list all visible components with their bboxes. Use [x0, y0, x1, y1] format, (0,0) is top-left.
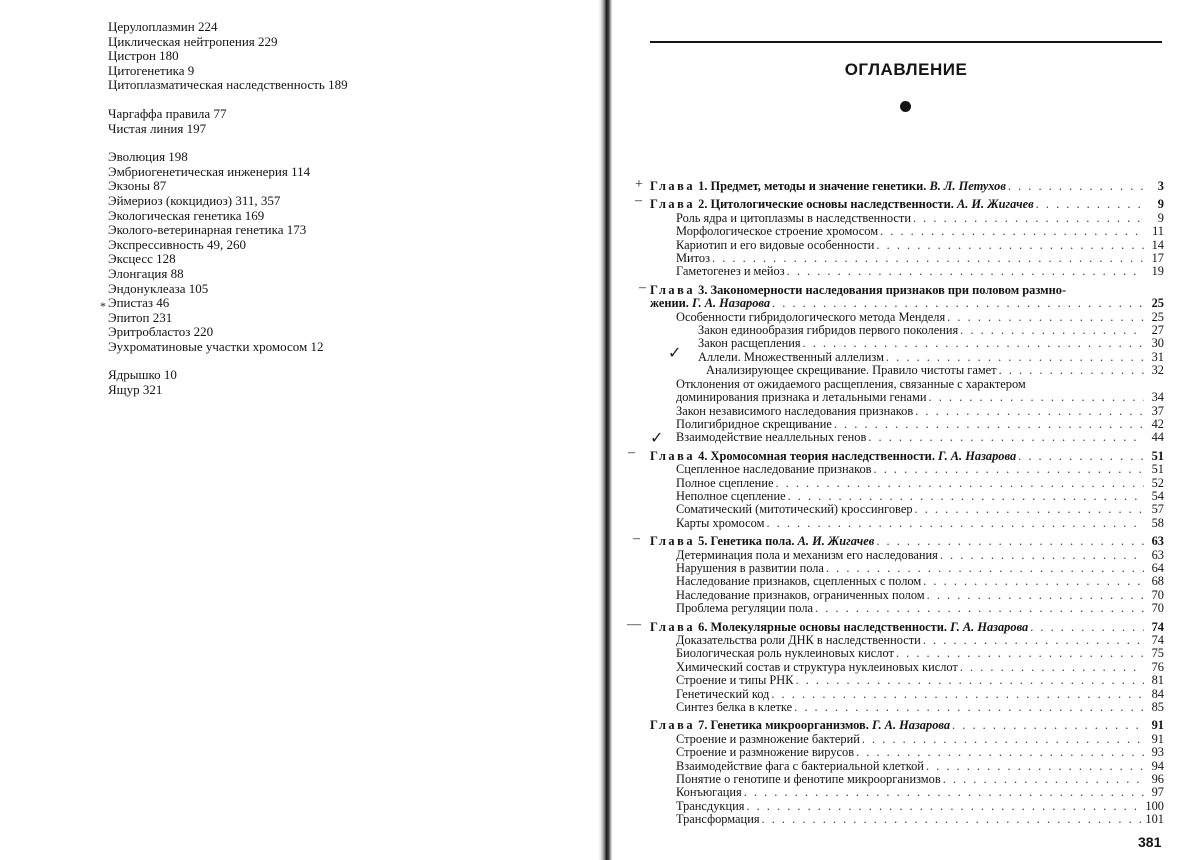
check-mark-icon: ✓ [650, 430, 664, 447]
toc-section[interactable] [650, 391, 1164, 404]
toc-section[interactable] [650, 661, 1164, 674]
chapter-word: Глава [650, 180, 696, 193]
index-entry: Эксцесс 128 [108, 251, 176, 267]
section-title: Конъюгация [676, 786, 742, 800]
page-ref: 19 [1151, 264, 1164, 279]
page-ref: 17 [1151, 251, 1164, 266]
leader-dots [803, 337, 1144, 350]
leader-dots [868, 431, 1144, 444]
header-rule [650, 41, 1162, 43]
index-entry: Цитоплазматическая наследственность 189 [108, 77, 348, 93]
page-ref: 9 [1157, 197, 1164, 212]
chapter-author: Г. А. Назарова [950, 620, 1029, 634]
leader-dots [929, 391, 1144, 404]
chapter-author: Г. А. Назарова [691, 297, 771, 311]
leader-dots [874, 463, 1144, 476]
section-title: Митоз [676, 252, 710, 266]
chapter-title: 5. Генетика пола. [698, 535, 795, 549]
section-title: Трансдукция [676, 799, 745, 813]
section-title: Гаметогенез и мейоз [676, 265, 785, 279]
section-title: Полное сцепление [676, 476, 774, 490]
section-title: Наследование признаков, ограниченных полом [676, 588, 925, 602]
page-ref: 42 [1151, 416, 1164, 431]
margin-mark-icon: * [100, 299, 106, 313]
toc-section[interactable] [650, 800, 1164, 813]
section-title: Генетический код [676, 687, 770, 701]
index-entry: Ящур 321 [108, 382, 163, 398]
page-ref: 91 [1151, 731, 1164, 746]
page-ref: 68 [1151, 574, 1164, 589]
leader-dots [856, 746, 1144, 759]
section-title: Анализирующее скрещивание. Правило чистоты гамет [706, 364, 997, 378]
toc-section[interactable] [650, 463, 1164, 476]
chapter-word: Глава [650, 719, 696, 733]
page-ref: 44 [1151, 430, 1164, 445]
page-ref: 27 [1151, 323, 1164, 338]
section-title: Соматический (митотический) кроссинговер [676, 503, 913, 517]
page-ref: 91 [1151, 718, 1164, 733]
toc-section[interactable] [650, 311, 1164, 324]
page-ref: 74 [1151, 619, 1164, 634]
section-title: Карты хромосом [676, 516, 765, 530]
leader-dots [886, 351, 1144, 364]
chapter-author: А. И. Жигачев [797, 535, 875, 549]
index-entry: Чаргаффа правила 77 [108, 105, 227, 121]
index-entry: Эухроматиновые участки хромосом 12 [108, 338, 324, 354]
page-ref: 94 [1151, 758, 1164, 773]
toc-section[interactable] [650, 431, 1164, 444]
toc-section[interactable] [650, 252, 1164, 265]
leader-dots [712, 252, 1144, 265]
section-title: Синтез белка в клетке [676, 701, 793, 715]
page-ref: 64 [1151, 560, 1164, 575]
leader-dots [796, 674, 1145, 687]
page-ref: 37 [1151, 403, 1164, 418]
leader-dots [943, 773, 1144, 786]
page-ref: 70 [1151, 601, 1164, 616]
toc-section[interactable] [650, 517, 1164, 530]
section-title: Закон независимого наследования признаков [676, 404, 914, 418]
page-ref: 3 [1157, 179, 1164, 193]
index-entry: Эмбриогенетическая инженерия 114 [108, 163, 311, 179]
toc-section[interactable] [650, 549, 1164, 562]
leader-dots [940, 549, 1144, 562]
chapter-author: А. И. Жигачев [956, 198, 1034, 212]
leader-dots [913, 212, 1144, 225]
page-ref: 25 [1151, 296, 1164, 311]
toc-section[interactable] [650, 602, 1164, 615]
leader-dots [794, 701, 1144, 714]
toc-chapter-title[interactable] [650, 450, 1164, 463]
chapter-word: Глава [650, 282, 696, 297]
toc-chapter-3 [650, 284, 1164, 445]
subject-index [108, 20, 548, 412]
leader-dots [923, 634, 1144, 647]
section-title: Доказательства роли ДНК в наследственности [676, 634, 921, 647]
page-ref: 100 [1145, 798, 1164, 813]
chapter-word: Глава [650, 620, 696, 634]
chapter-title: 6. Молекулярные основы наследственности. [698, 620, 947, 634]
toc-chapter-title[interactable] [650, 719, 1164, 732]
leader-dots [766, 517, 1144, 530]
chapter-title: 1. Предмет, методы и значение генетики. [698, 180, 927, 193]
toc-chapter-title[interactable] [650, 621, 1164, 634]
index-entry: Эпитоп 231 [108, 309, 173, 325]
chapter-title: 4. Хромосомная теория наследственности. [698, 449, 935, 463]
toc-chapter-7 [650, 719, 1164, 826]
index-entry: Элонгация 88 [108, 265, 184, 281]
dash-mark-icon: – [639, 280, 646, 295]
leader-dots [896, 647, 1144, 660]
page-ref: 57 [1151, 502, 1164, 517]
page-ref: 52 [1151, 475, 1164, 490]
index-entry: Церулоплазмин 224 [108, 19, 218, 34]
section-title: Биологическая роль нуклеиновых кислот [676, 647, 894, 661]
page-ref: 51 [1151, 462, 1164, 477]
toc-chapter-title[interactable] [650, 198, 1164, 211]
page-ref: 101 [1145, 812, 1164, 827]
chapter-title: 7. Генетика микроорганизмов. [698, 719, 869, 733]
leader-dots [1036, 198, 1144, 211]
chapter-title-cont: жении. [650, 297, 689, 311]
chapter-word: Глава [650, 535, 696, 549]
index-entry: Эндонуклеаза 105 [108, 280, 209, 296]
toc-section[interactable] [650, 225, 1164, 238]
leader-dots [834, 418, 1144, 431]
page-ref: 32 [1151, 363, 1164, 378]
leader-dots [771, 688, 1144, 701]
toc-chapter-1 [650, 180, 1164, 193]
leader-dots [787, 265, 1144, 278]
index-entry: Циклическая нейтропения 229 [108, 33, 278, 49]
section-title: Нарушения в развитии пола [676, 561, 824, 575]
index-entry: Экзоны 87 [108, 178, 167, 194]
page-ref: 30 [1151, 336, 1164, 351]
toc-section[interactable] [650, 674, 1164, 687]
leader-dots [744, 786, 1144, 799]
page-ref: 85 [1151, 700, 1164, 715]
section-title: Кариотип и его видовые особенности [676, 238, 875, 252]
right-page [610, 0, 1200, 860]
toc-subsection[interactable] [650, 324, 1164, 337]
index-entry: Экспрессивность 49, 260 [108, 236, 246, 252]
page-ref: 34 [1151, 390, 1164, 405]
section-title: Закон единообразия гибридов первого поколения [698, 324, 959, 338]
section-title: Особенности гибридологического метода Менделя [676, 310, 946, 324]
toc-chapter-5 [650, 535, 1164, 615]
section-title: Строение и типы РНК [676, 674, 794, 688]
leader-dots [876, 239, 1144, 252]
leader-dots [862, 733, 1144, 746]
toc-section[interactable] [650, 647, 1164, 660]
index-entry: Эволюция 198 [108, 149, 188, 165]
page-ref: 9 [1157, 210, 1164, 225]
check-mark-icon: ✓ [668, 345, 682, 362]
toc-chapter-title-line1[interactable] [650, 284, 1164, 297]
page-ref: 96 [1151, 772, 1164, 787]
leader-dots [927, 589, 1144, 602]
leader-dots [876, 535, 1144, 548]
leader-dots [999, 364, 1144, 377]
dash-mark-icon: — [627, 617, 641, 632]
toc-section[interactable] [650, 562, 1164, 575]
index-group-e [108, 150, 548, 354]
index-entry: Цитогенетика 9 [108, 62, 195, 78]
page-ref: 75 [1151, 646, 1164, 661]
toc-section[interactable] [650, 503, 1164, 516]
toc-section[interactable] [650, 746, 1164, 759]
page-ref: 31 [1151, 349, 1164, 364]
chapter-word: Глава [650, 449, 696, 463]
leader-dots [952, 719, 1144, 732]
toc-section[interactable] [650, 688, 1164, 701]
table-of-contents [650, 180, 1164, 832]
toc-chapter-4 [650, 450, 1164, 530]
section-title: Морфологическое строение хромосом [676, 225, 879, 239]
toc-section[interactable] [650, 239, 1164, 252]
chapter-title: 3. Закономерности наследования признаков при половом размно- [698, 282, 1067, 297]
index-entry: Экологическая генетика 169 [108, 207, 265, 223]
leader-dots [772, 297, 1144, 310]
leader-dots [775, 477, 1144, 490]
page-ref: 93 [1151, 745, 1164, 760]
chapter-author: Г. А. Назарова [871, 719, 951, 733]
page-ref: 81 [1151, 673, 1164, 688]
index-entry: Эймериоз (кокцидиоз) 311, 357 [108, 192, 281, 208]
leader-dots [746, 800, 1143, 813]
toc-section[interactable] [650, 490, 1164, 503]
toc-chapter-2 [650, 198, 1164, 278]
heading-bullet-icon [900, 101, 911, 112]
toc-section[interactable] [650, 634, 1164, 647]
toc-section[interactable] [650, 405, 1164, 418]
chapter-word: Глава [650, 198, 696, 212]
page-ref: 97 [1151, 785, 1164, 800]
section-title-cont: доминирования признака и летальными генами [676, 391, 927, 405]
toc-section[interactable] [650, 701, 1164, 714]
section-title: Роль ядра и цитоплазмы в наследственности [676, 211, 911, 225]
section-title: Проблема регуляции пола [676, 602, 814, 616]
chapter-author: В. Л. Петухов [929, 180, 1006, 193]
toc-chapter-title-line2[interactable] [650, 297, 1164, 310]
page-ref: 84 [1151, 686, 1164, 701]
toc-section[interactable] [650, 773, 1164, 786]
toc-subsection[interactable] [650, 364, 1164, 377]
page-ref: 58 [1151, 515, 1164, 530]
section-title: Неполное сцепление [676, 489, 786, 503]
index-entry: Чистая линия 197 [108, 120, 207, 136]
dash-mark-icon: – [633, 531, 640, 546]
leader-dots [915, 405, 1144, 418]
section-title: Взаимодействие неаллельных генов [676, 431, 867, 445]
page-ref: 25 [1151, 309, 1164, 324]
leader-dots [826, 562, 1144, 575]
section-title: Взаимодействие фага с бактериальной клеткой [676, 759, 924, 773]
leader-dots [880, 225, 1144, 238]
index-group-ch [108, 107, 548, 136]
toc-chapter-title[interactable] [650, 180, 1164, 193]
page-ref: 63 [1151, 547, 1164, 562]
leader-dots [960, 324, 1144, 337]
toc-section[interactable] [650, 733, 1164, 746]
page-ref: 76 [1151, 659, 1164, 674]
toc-section[interactable] [650, 813, 1164, 826]
section-title: Детерминация пола и механизм его наследования [676, 548, 938, 562]
section-title: Трансформация [676, 813, 760, 827]
toc-chapter-title[interactable] [650, 535, 1164, 548]
leader-dots [926, 760, 1144, 773]
chapter-title: 2. Цитологические основы наследственности. [698, 198, 954, 212]
leader-dots [815, 602, 1144, 615]
section-title: Строение и размножение бактерий [676, 732, 860, 746]
toc-section-line1[interactable]: Отклонения от ожидаемого расщепления, связанные с характером [676, 376, 1026, 391]
leader-dots [1018, 450, 1144, 463]
section-title: Полигибридное скрещивание [676, 417, 832, 431]
leader-dots [1008, 180, 1144, 193]
leader-dots [788, 490, 1144, 503]
index-entry: Ядрышко 10 [108, 367, 177, 383]
leader-dots [960, 661, 1144, 674]
toc-section[interactable] [650, 575, 1164, 588]
leader-dots [915, 503, 1144, 516]
toc-section[interactable] [650, 589, 1164, 602]
page-ref: 11 [1152, 224, 1164, 239]
section-title: Химический состав и структура нуклеиновых кислот [676, 660, 958, 674]
page-ref: 14 [1151, 237, 1164, 252]
page-number: 381 [1138, 834, 1162, 850]
index-group-ya [108, 368, 548, 397]
dash-mark-icon: – [628, 445, 635, 460]
toc-heading: ОГЛАВЛЕНИЕ [844, 60, 968, 79]
section-title: Закон расщепления [698, 337, 801, 351]
index-entry: Эколого-ветеринарная генетика 173 [108, 222, 307, 238]
plus-mark-icon: + [635, 177, 643, 192]
dash-mark-icon: – [635, 193, 642, 208]
section-title: Наследование признаков, сцепленных с полом [676, 575, 922, 589]
page-ref: 74 [1151, 633, 1164, 647]
section-title: Понятие о генотипе и фенотипе микроорганизмов [676, 773, 941, 787]
toc-section[interactable] [650, 477, 1164, 490]
toc-section[interactable] [650, 265, 1164, 278]
toc-section[interactable] [650, 212, 1164, 225]
toc-section[interactable] [650, 786, 1164, 799]
leader-dots [762, 813, 1144, 826]
index-group-ts [108, 20, 548, 93]
section-title: Сцепленное наследование признаков [676, 463, 872, 477]
index-entry: Эпистаз 46 [108, 295, 170, 311]
toc-subsection[interactable] [650, 337, 1164, 350]
chapter-author: Г. А. Назарова [938, 449, 1017, 463]
page-ref: 54 [1151, 488, 1164, 503]
section-title: Строение и размножение вирусов [676, 746, 855, 760]
page-ref: 70 [1151, 587, 1164, 602]
index-entry: Цистрон 180 [108, 48, 179, 64]
index-entry: Эритробластоз 220 [108, 324, 214, 340]
toc-section[interactable] [650, 760, 1164, 773]
toc-subsection[interactable] [650, 351, 1164, 364]
page-ref: 63 [1151, 534, 1164, 549]
toc-section[interactable] [650, 418, 1164, 431]
page-ref: 51 [1151, 448, 1164, 463]
leader-dots [1030, 621, 1144, 634]
leader-dots [923, 575, 1144, 588]
leader-dots [947, 311, 1144, 324]
section-title: Аллели. Множественный аллелизм [698, 350, 884, 364]
toc-chapter-6 [650, 621, 1164, 715]
